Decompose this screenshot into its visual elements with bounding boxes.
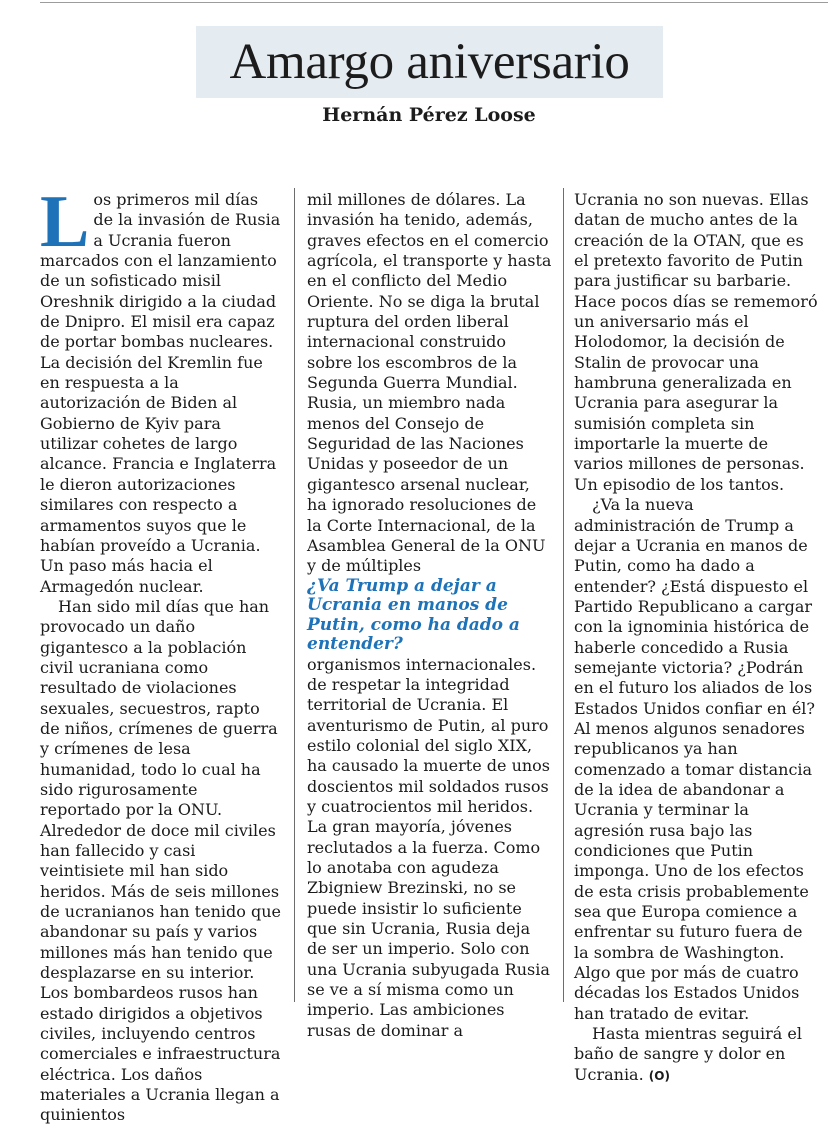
paragraph: organismos internacionales. de respetar la integridad territorial de Ucrania. El aventurismo de Putin, al puro estilo colonial del siglo XIX, ha causado la muerte de unos doscientos mil soldados rusos y cuatrocientos mil heridos. La gran mayoría, jóvenes reclutados a la fuerza. Como lo anotaba con agudeza Zbigniew Brezinski, no se puede insistir lo suficiente que sin Ucrania, Rusia deja de ser un imperio. Solo con una Ucrania subyugada Rusia se ve a sí misma como un imperio. Las ambiciones rusas de dominar a [307,654,551,1040]
article-title: Amargo aniversario [229,33,630,90]
pull-quote: ¿Va Trump a dejar a Ucrania en manos de Putin, como ha dado a entender? [307,575,520,655]
column-1 [40,181,282,1126]
paragraph [574,1024,820,1086]
top-rule [40,2,828,3]
end-mark: (O) [648,1068,670,1083]
drop-cap: L [40,181,90,263]
paragraph-text: Hasta mientras seguirá el baño de sangre y dolor en Ucrania. [574,1024,802,1084]
title-banner [196,26,663,98]
column-divider [294,188,295,1002]
paragraph: ¿Va la nueva administración de Trump a dejar a Ucrania en manos de Putin, como ha dado a entender? ¿Está dispuesto el Partido Republicano a cargar con la ignominia histórica de haberle concedido a Rusia semejante victoria? ¿Podrán en el futuro los aliados de los Estados Unidos confiar en él? Al menos algunos senadores republicanos ya han comenzado a tomar distancia de la idea de abandonar a Ucrania y terminar la agresión rusa bajo las condiciones que Putin imponga. Uno de los efectos de esta crisis probablemente sea que Europa comience a enfrentar su futuro fuera de la sombra de Washington. Algo que por más de cuatro décadas los Estados Unidos han tratado de evitar. [574,495,815,1023]
paragraph [40,181,282,597]
column-2 [307,190,552,1041]
paragraph: mil millones de dólares. La invasión ha tenido, además, graves efectos en el comercio agrícola, el transporte y hasta en el conflicto del Medio Oriente. No se diga la brutal ruptura del orden liberal internacional construido sobre los escombros de la Segunda Guerra Mundial. Rusia, un miembro nada menos del Consejo de Seguridad de las Naciones Unidas y poseedor de un gigantesco arsenal nuclear, ha ignorado resoluciones de la Corte Internacional, de la Asamblea General de la ONU y de múltiples [307,190,552,576]
paragraph-text: os primeros mil días de la invasión de Rusia a Ucrania fueron marcados con el lanzamiento de un sofisticado misil Oreshnik dirigido a la ciudad de Dnipro. El misil era capaz de portar bombas nucleares. La decisión del Kremlin fue en respuesta a la autorización de Biden al Gobierno de Kyiv para utilizar cohetes de largo alcance. Francia e Inglaterra le dieron autorizaciones similares con respecto a armamentos suyos que le habían proveído a Ucrania. Un paso más hacia el Armagedón nuclear. [40,190,281,596]
article-author: Hernán Pérez Loose [322,104,536,126]
paragraph: Ucrania no son nuevas. Ellas datan de mucho antes de la creación de la OTAN, que es el pretexto favorito de Putin para justificar su barbarie. Hace pocos días se rememoró un aniversario más el Holodomor, la decisión de Stalin de provocar una hambruna generalizada en Ucrania para asegurar la sumisión completa sin importarle la muerte de varios millones de personas. Un episodio de los tantos. [574,190,818,494]
column-divider [563,188,564,1002]
column-3 [574,190,820,1086]
paragraph: Han sido mil días que han provocado un daño gigantesco a la población civil ucraniana como resultado de violaciones sexuales, secuestros, rapto de niños, crímenes de guerra y crímenes de lesa humanidad, todo lo cual ha sido rigurosamente reportado por la ONU. Alrededor de doce mil civiles han fallecido y casi veintisiete mil han sido heridos. Más de seis millones de ucranianos han tenido que abandonar su país y varios millones más han tenido que desplazarse en su interior. Los bombardeos rusos han estado dirigidos a objetivos civiles, incluyendo centros comerciales e infraestructura eléctrica. Los daños materiales a Ucrania llegan a quinientos [40,596,281,1125]
